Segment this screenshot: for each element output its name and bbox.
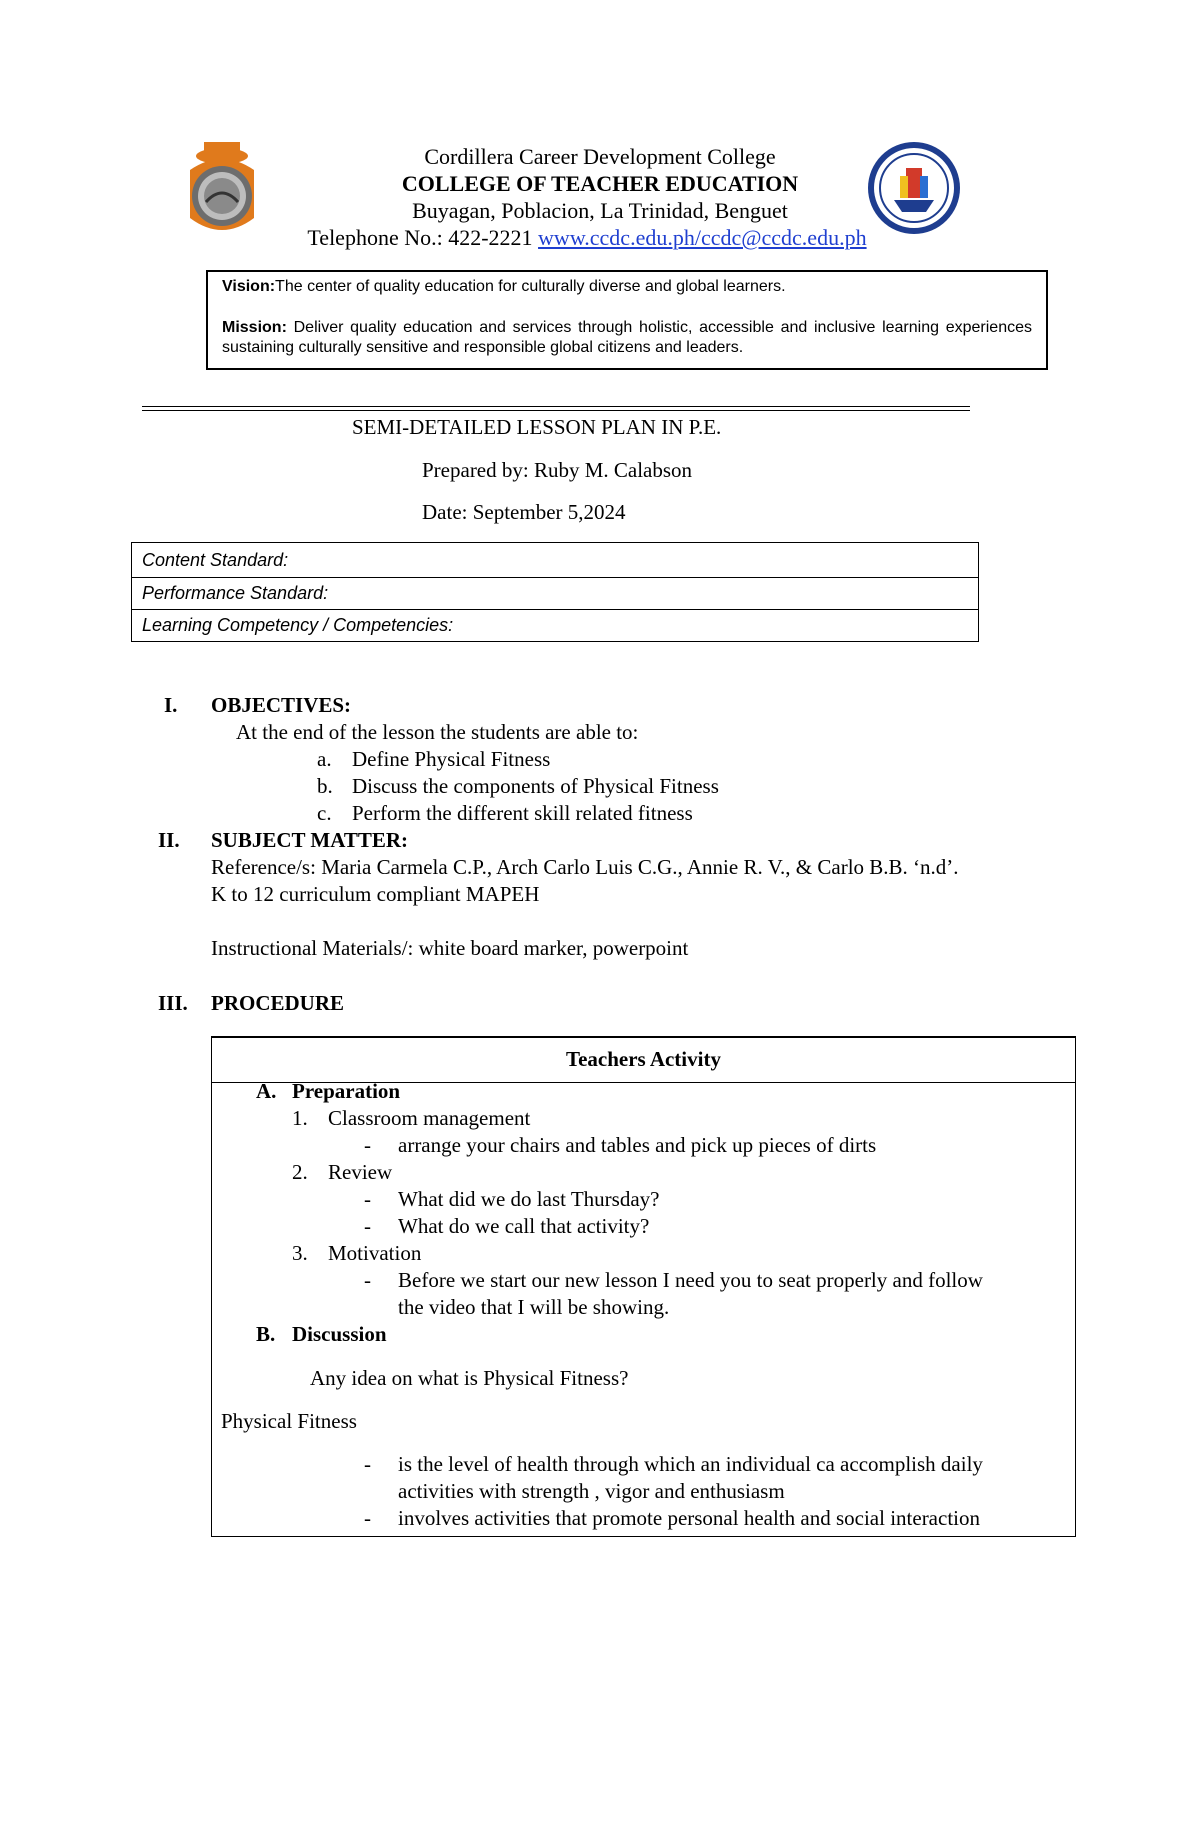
table-row: [132, 578, 979, 610]
step-marker-3: 3.: [292, 1241, 308, 1265]
vision-paragraph: [208, 277, 1046, 297]
divider-rule-bottom: [142, 410, 970, 411]
objective-marker-c: c.: [317, 801, 332, 825]
motivation-line-2: the video that I will be showing.: [398, 1295, 670, 1319]
table-row: [132, 610, 979, 642]
objectives-heading: OBJECTIVES:: [211, 693, 352, 717]
objectives-intro: At the end of the lesson the students are able to:: [236, 720, 639, 744]
vision-text: The center of quality education for culturally diverse and global learners.: [275, 278, 786, 295]
subject-matter-numeral: II.: [158, 828, 180, 852]
review-question-1: What did we do last Thursday?: [398, 1187, 660, 1211]
classroom-instruction: arrange your chairs and tables and pick up pieces of dirts: [398, 1133, 877, 1157]
objective-item: Define Physical Fitness: [352, 747, 551, 771]
website-email-link[interactable]: www.ccdc.edu.ph/ccdc@ccdc.edu.ph: [538, 225, 867, 250]
step-classroom-management: Classroom management: [328, 1106, 531, 1130]
subject-matter-heading: SUBJECT MATTER:: [211, 828, 409, 852]
college-name: Cordillera Career Development College: [424, 144, 776, 169]
definition-1-line-1: is the level of health through which an individual ca accomplish daily: [398, 1452, 983, 1476]
teachers-activity-header: Teachers Activity: [212, 1038, 1075, 1083]
prepared-by: Prepared by: Ruby M. Calabson: [422, 458, 693, 482]
vision-mission-box: [206, 270, 1048, 370]
mission-label: Mission:: [222, 319, 287, 336]
bullet-dash: -: [364, 1214, 371, 1238]
objective-item: Discuss the components of Physical Fitness: [352, 774, 719, 798]
lesson-date: Date: September 5,2024: [422, 500, 626, 524]
procedure-numeral: III.: [158, 991, 188, 1015]
step-review: Review: [328, 1160, 393, 1184]
step-marker-1: 1.: [292, 1106, 308, 1130]
telephone-line: [0, 224, 1187, 251]
objectives-numeral: I.: [164, 693, 178, 717]
lesson-plan-title: SEMI-DETAILED LESSON PLAN IN P.E.: [352, 415, 722, 439]
objective-marker-a: a.: [317, 747, 332, 771]
table-row: [132, 543, 979, 578]
definition-1-line-2: activities with strength , vigor and enthusiasm: [398, 1479, 785, 1503]
telephone-label: Telephone No.: 422-2221: [307, 225, 539, 250]
bullet-dash: -: [364, 1506, 371, 1530]
review-question-2: What do we call that activity?: [398, 1214, 650, 1238]
standards-table: [131, 542, 979, 642]
vision-label: Vision:: [222, 278, 276, 295]
mission-text: Deliver quality education and services through holistic, accessible and inclusive learning experiences sustaining culturally sensitive and responsible global citizens and leaders.: [222, 319, 1032, 356]
objective-item: Perform the different skill related fitness: [352, 801, 693, 825]
objective-marker-b: b.: [317, 774, 333, 798]
learning-competency-cell: Learning Competency / Competencies:: [132, 610, 979, 642]
motivation-line-1: Before we start our new lesson I need you to seat properly and follow: [398, 1268, 983, 1292]
procedure-heading: PROCEDURE: [211, 991, 345, 1015]
section-a-title: Preparation: [292, 1079, 401, 1103]
bullet-dash: -: [364, 1452, 371, 1476]
definition-2: involves activities that promote personal health and social interaction: [398, 1506, 980, 1530]
bullet-dash: -: [364, 1187, 371, 1211]
discussion-question: Any idea on what is Physical Fitness?: [310, 1366, 629, 1390]
department-name: COLLEGE OF TEACHER EDUCATION: [401, 171, 799, 196]
bullet-dash: -: [364, 1133, 371, 1157]
section-a-marker: A.: [256, 1079, 277, 1103]
divider-rule-top: [142, 406, 970, 407]
section-b-marker: B.: [256, 1322, 276, 1346]
performance-standard-cell: Performance Standard:: [132, 578, 979, 610]
physical-fitness-term: Physical Fitness: [221, 1409, 357, 1433]
instructional-materials: Instructional Materials/: white board marker, powerpoint: [211, 936, 689, 960]
section-b-title: Discussion: [292, 1322, 387, 1346]
step-motivation: Motivation: [328, 1241, 422, 1265]
step-marker-2: 2.: [292, 1160, 308, 1184]
mission-paragraph: [208, 318, 1046, 358]
reference-line-2: K to 12 curriculum compliant MAPEH: [211, 882, 540, 906]
reference-line-1: Reference/s: Maria Carmela C.P., Arch Carlo Luis C.G., Annie R. V., & Carlo B.B. ‘n.d’.: [211, 855, 959, 879]
college-address: Buyagan, Poblacion, La Trinidad, Benguet: [412, 198, 788, 223]
content-standard-cell: Content Standard:: [132, 543, 979, 578]
bullet-dash: -: [364, 1268, 371, 1292]
